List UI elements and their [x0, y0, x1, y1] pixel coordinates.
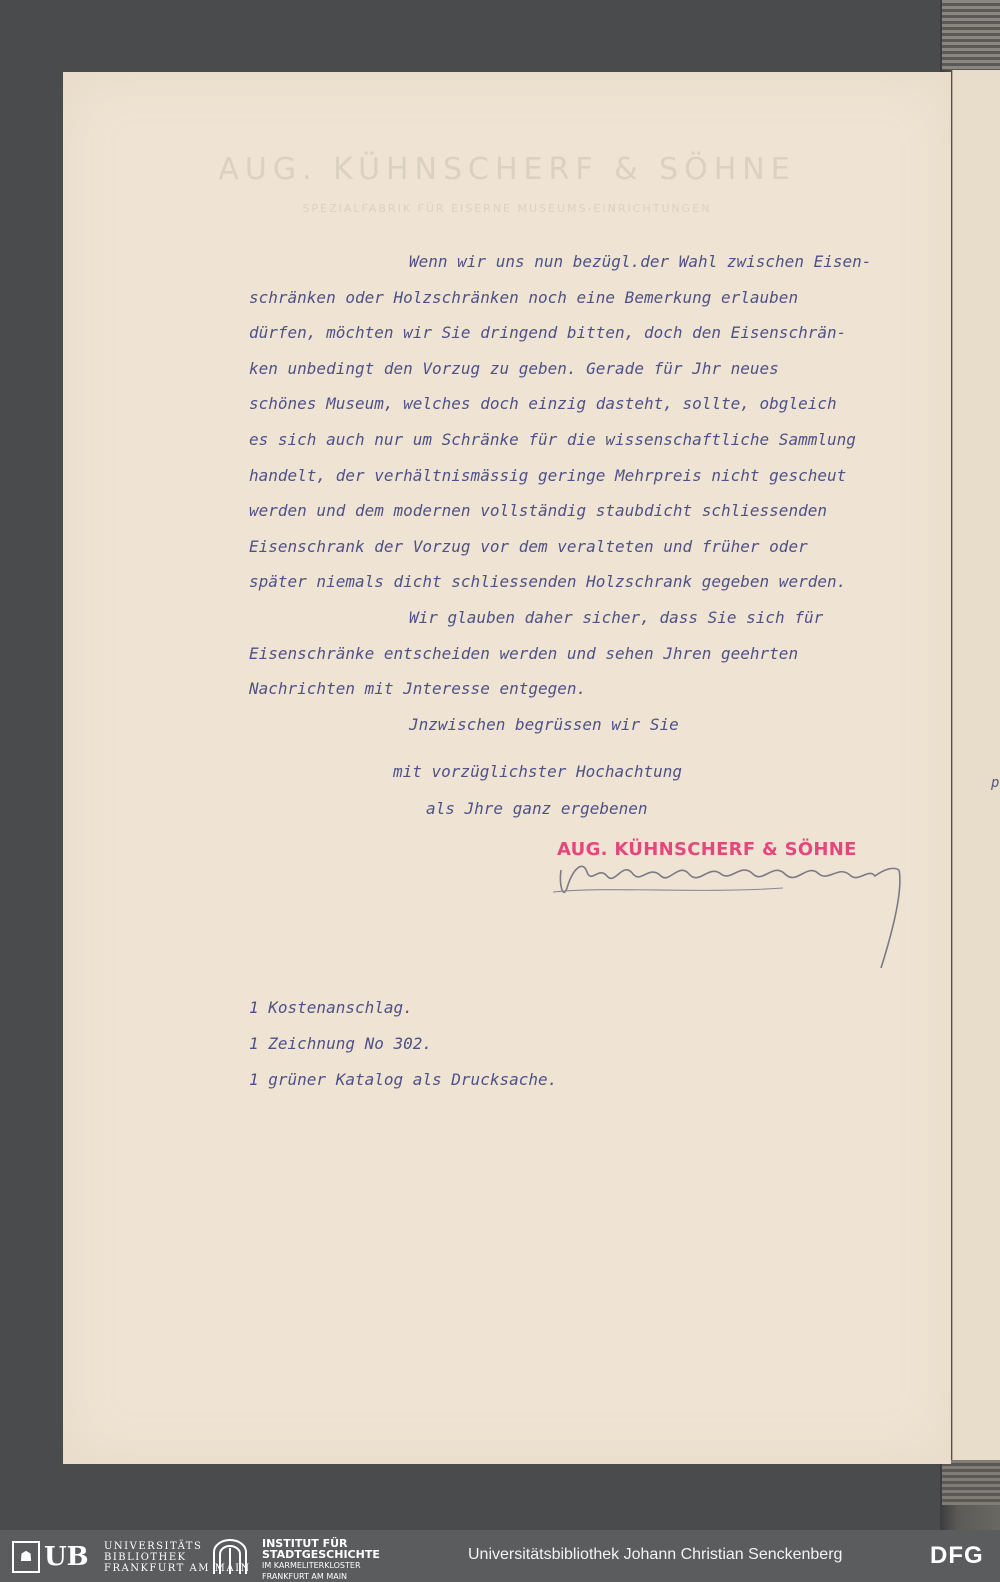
- body-line: Wenn wir uns nun bezügl.der Wahl zwischen Eisen-: [409, 252, 872, 271]
- isg-name: [262, 1538, 380, 1582]
- body-line: dürfen, möchten wir Sie dringend bitten, doch den Eisenschrän-: [249, 323, 847, 343]
- letter-page: [63, 72, 951, 1464]
- enclosure-item: 1 Kostenanschlag.: [249, 998, 413, 1017]
- body-line: Eisenschränke entscheiden werden und sehen Jhren geehrten: [249, 643, 799, 663]
- body-line: werden und dem modernen vollständig staubdicht schliessenden: [249, 501, 827, 521]
- isg-line-3: IM KARMELITERKLOSTER: [262, 1561, 361, 1570]
- letterhead-subtitle-faint: SPEZIALFABRIK FÜR EISERNE MUSEUMS-EINRICHTUNGEN: [302, 202, 712, 215]
- isg-line-4: FRANKFURT AM MAIN: [262, 1572, 348, 1581]
- next-page-edge: [952, 70, 1000, 1470]
- body-line: schränken oder Holzschränken noch eine Bemerkung erlauben: [249, 287, 799, 307]
- ub-name: UNIVERSITÄTS BIBLIOTHEK FRANKFURT AM MAIN: [104, 1541, 251, 1574]
- isg-line-2: STADTGESCHICHTE: [262, 1548, 380, 1561]
- next-page-fragment: p: [991, 775, 1000, 791]
- footer-bar: [0, 1530, 1000, 1582]
- closing-line-1: mit vorzüglichster Hochachtung: [393, 762, 682, 781]
- body-line: ken unbedingt den Vorzug zu geben. Gerade für Jhr neues: [249, 358, 779, 378]
- ub-emblem-icon: ☗: [12, 1541, 40, 1573]
- body-line: es sich auch nur um Schränke für die wissenschaftliche Sammlung: [249, 429, 856, 449]
- body-line: später niemals dicht schliessenden Holzschrank gegeben werden.: [249, 572, 847, 592]
- isg-logo-icon[interactable]: [210, 1538, 250, 1576]
- letterhead-faint: AUG. KÜHNSCHERF & SÖHNE: [218, 152, 796, 187]
- isg-line-1: INSTITUT FÜR: [262, 1537, 348, 1550]
- enclosure-item: 1 Zeichnung No 302.: [249, 1034, 433, 1053]
- enclosure-item: 1 grüner Katalog als Drucksache.: [249, 1070, 558, 1089]
- body-line: schönes Museum, welches doch einzig dasteht, sollte, obgleich: [249, 394, 837, 414]
- body-line: Nachrichten mit Jnteresse entgegen.: [249, 679, 587, 699]
- closing-line-2: als Jhre ganz ergebenen: [426, 799, 648, 818]
- body-line: Eisenschrank der Vorzug vor dem veralteten und früher oder: [249, 536, 808, 556]
- letter-body: [249, 244, 939, 742]
- ub-logo[interactable]: [12, 1539, 251, 1575]
- enclosures-list: [249, 990, 557, 1098]
- book-binding-bottom: [942, 1460, 1000, 1505]
- body-line: handelt, der verhältnismässig geringe Mehrpreis nicht gescheut: [249, 465, 847, 485]
- book-binding-top: [942, 0, 1000, 70]
- company-stamp: AUG. KÜHNSCHERF & SÖHNE: [557, 839, 857, 860]
- body-line: Jnzwischen begrüssen wir Sie: [409, 714, 679, 734]
- dfg-logo[interactable]: DFG: [930, 1542, 984, 1569]
- ub-letters: UB: [44, 1542, 89, 1572]
- library-title-link[interactable]: Universitätsbibliothek Johann Christian Senckenberg: [468, 1546, 843, 1563]
- body-line: Wir glauben daher sicher, dass Sie sich für: [409, 607, 824, 627]
